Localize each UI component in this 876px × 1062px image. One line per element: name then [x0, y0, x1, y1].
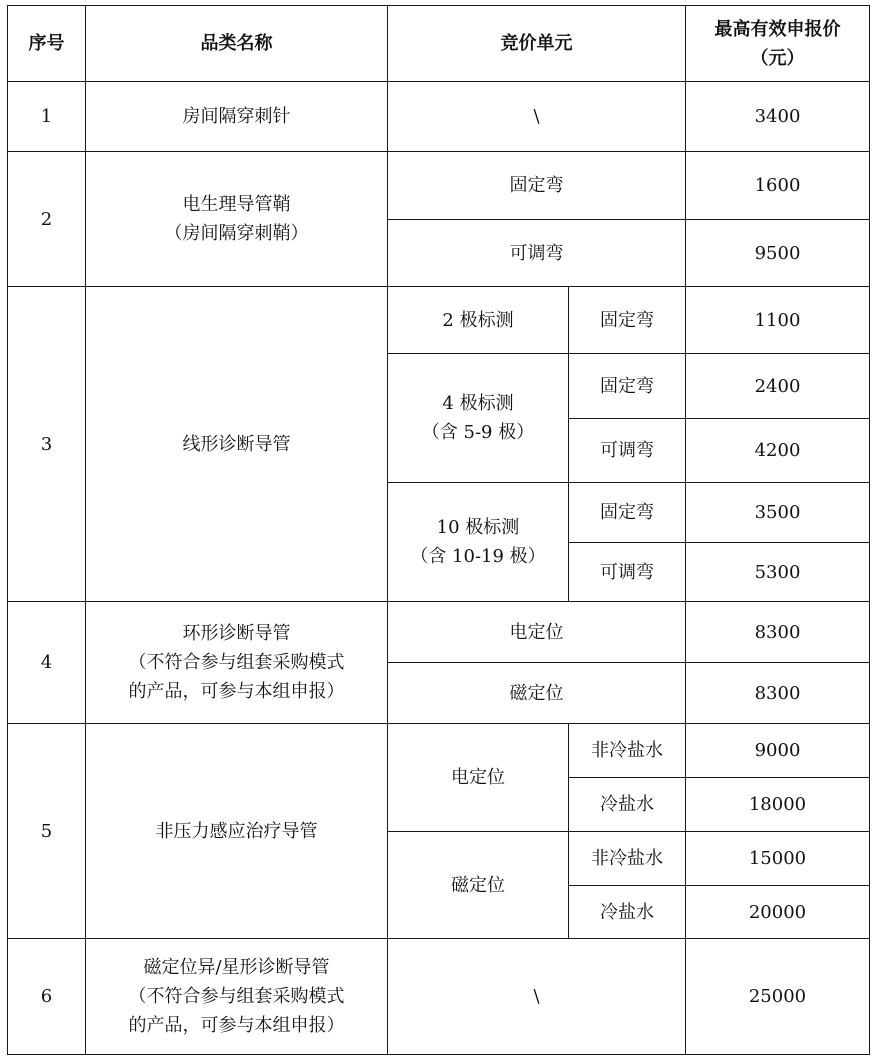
table-row [8, 152, 870, 220]
price-cell: 15000 [686, 832, 870, 886]
header-price [686, 6, 870, 82]
unit-cell: 磁定位 [388, 663, 686, 724]
price-cell: 4200 [686, 419, 870, 483]
price-cell: 2400 [686, 354, 870, 419]
category-cell [86, 724, 388, 939]
category-line: （房间隔穿刺鞘） [164, 223, 309, 244]
group-cell [388, 483, 569, 602]
category-line: 线形诊断导管 [182, 433, 291, 455]
price-cell: 5300 [686, 543, 870, 602]
unit-cell: \ [388, 82, 686, 152]
price-cell: 8300 [686, 663, 870, 724]
unit-cell: 冷盐水 [569, 886, 686, 939]
unit-cell: 固定弯 [569, 354, 686, 419]
table-row [8, 939, 870, 1055]
category-line: 非压力感应治疗导管 [155, 820, 318, 842]
price-cell: 9500 [686, 220, 870, 287]
table-row [8, 602, 870, 663]
category-line: 房间隔穿刺针 [182, 106, 291, 127]
price-cell: 3500 [686, 483, 870, 543]
table-row [8, 724, 870, 778]
header-unit: 竞价单元 [388, 6, 686, 82]
category-cell [86, 152, 388, 287]
category-cell [86, 287, 388, 602]
group-line: （含 5-9 极） [421, 422, 535, 443]
unit-cell: 非冷盐水 [569, 832, 686, 886]
unit-cell: 固定弯 [569, 483, 686, 543]
group-cell [388, 832, 569, 939]
header-row [8, 6, 870, 82]
category-cell [86, 82, 388, 152]
price-cell: 18000 [686, 778, 870, 832]
unit-cell: 固定弯 [569, 287, 686, 354]
seq-cell: 4 [8, 602, 86, 724]
price-table [7, 5, 870, 1055]
price-cell: 1600 [686, 152, 870, 220]
seq-cell: 1 [8, 82, 86, 152]
category-line: （不符合参与组套采购模式 [128, 986, 345, 1007]
category-line: （不符合参与组套采购模式 [128, 652, 345, 673]
header-price-line2: （元） [750, 47, 805, 69]
table-row [8, 82, 870, 152]
seq-cell: 6 [8, 939, 86, 1055]
unit-cell: 固定弯 [388, 152, 686, 220]
header-category: 品类名称 [86, 6, 388, 82]
category-line: 环形诊断导管 [182, 623, 291, 644]
unit-cell: 冷盐水 [569, 778, 686, 832]
unit-cell: \ [388, 939, 686, 1055]
price-cell: 1100 [686, 287, 870, 354]
price-cell: 3400 [686, 82, 870, 152]
unit-cell: 可调弯 [388, 220, 686, 287]
group-line: 4 极标测 [442, 393, 514, 414]
group-cell [388, 287, 569, 354]
price-cell: 20000 [686, 886, 870, 939]
category-line: 的产品，可参与本组申报） [128, 1015, 345, 1036]
group-line: 电定位 [451, 767, 505, 788]
seq-cell: 3 [8, 287, 86, 602]
group-line: 磁定位 [451, 874, 505, 896]
price-cell: 25000 [686, 939, 870, 1055]
unit-cell: 非冷盐水 [569, 724, 686, 778]
price-cell: 8300 [686, 602, 870, 663]
category-line: 的产品，可参与本组申报） [128, 681, 345, 702]
group-line: 2 极标测 [442, 309, 514, 331]
category-line: 电生理导管鞘 [182, 194, 291, 215]
table-row [8, 287, 870, 354]
unit-cell: 电定位 [388, 602, 686, 663]
group-line: （含 10-19 极） [410, 546, 546, 567]
group-line: 10 极标测 [436, 517, 520, 538]
price-cell: 9000 [686, 724, 870, 778]
category-line: 磁定位异/星形诊断导管 [143, 957, 330, 978]
category-cell [86, 939, 388, 1055]
group-cell [388, 354, 569, 483]
seq-cell: 2 [8, 152, 86, 287]
unit-cell: 可调弯 [569, 543, 686, 602]
category-cell [86, 602, 388, 724]
seq-cell: 5 [8, 724, 86, 939]
unit-cell: 可调弯 [569, 419, 686, 483]
header-price-line1: 最高有效申报价 [714, 18, 841, 40]
header-seq: 序号 [8, 6, 86, 82]
group-cell [388, 724, 569, 832]
